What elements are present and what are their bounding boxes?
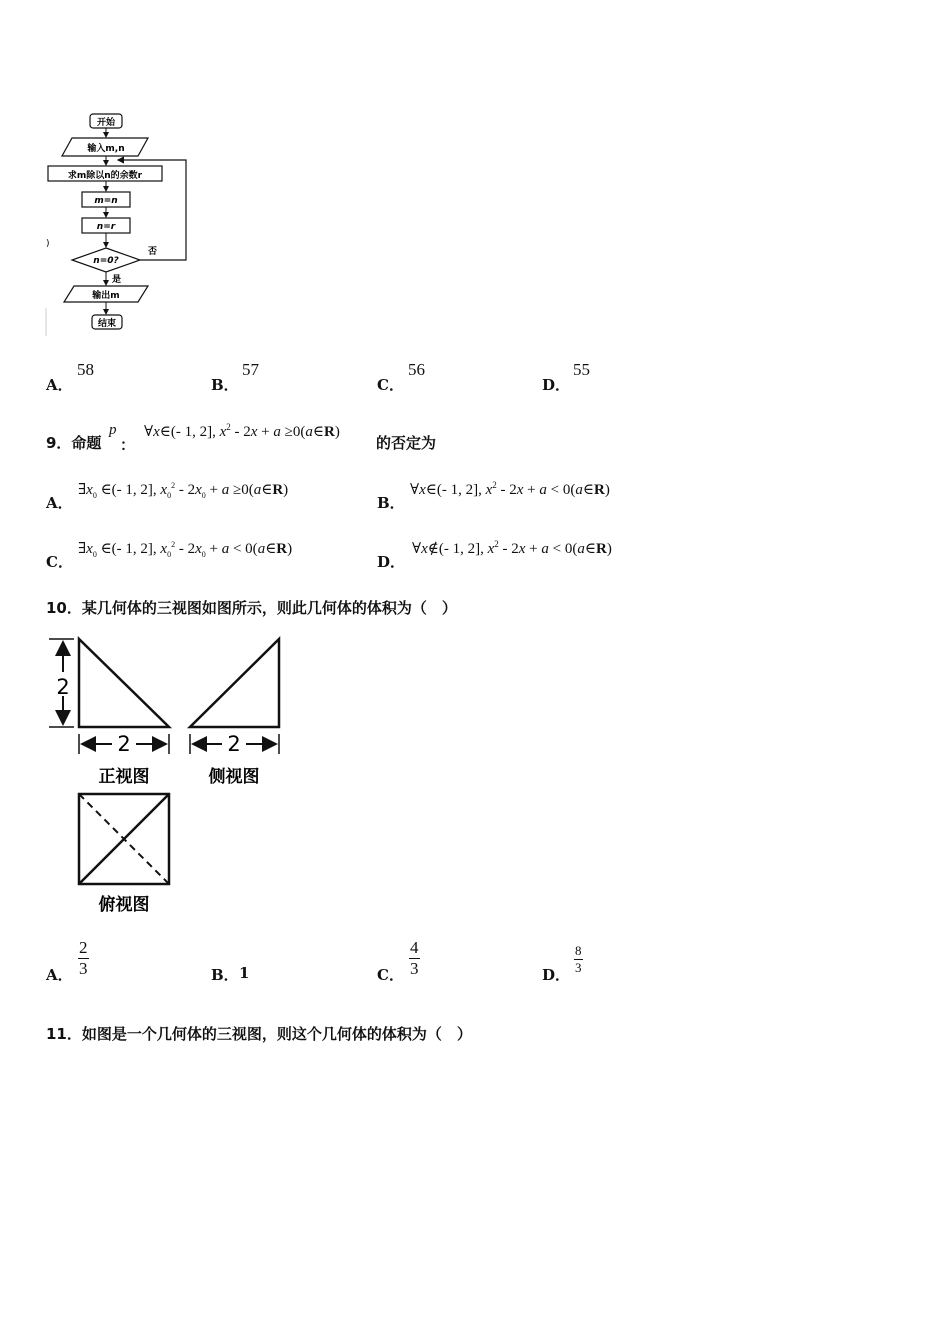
option-formula: ∀x∉(- 1, 2], $x^2 - 2x + a$ < 0(a∈R) [412, 539, 612, 557]
option-value: 58 [77, 360, 94, 379]
option-formula: $\exists x_0$ ∈(- 1, 2], $x_0^2 - 2x_0 + a$ ≥0(a∈R) [78, 481, 289, 500]
flow-yes-label: 是 [112, 275, 122, 285]
q10-option-c [377, 938, 527, 988]
side-view-triangle [190, 639, 279, 727]
flow-assign-n-text: n=r [96, 222, 116, 232]
q9-stem [46, 420, 666, 460]
flow-condition-text: n=0? [93, 256, 119, 266]
flow-no-label: 否 [148, 247, 158, 257]
q9-option-d [377, 537, 677, 571]
option-label: B． [211, 966, 239, 984]
q10-option-b [211, 938, 361, 988]
side-view-caption: 侧视图 [208, 767, 260, 787]
flow-remainder-text: 求m除以n的余数r [67, 171, 143, 181]
option-formula: $\exists x_0$ ∈(- 1, 2], $x_0^2 - 2x_0 + a$ < 0(a∈R) [78, 540, 293, 559]
front-view-triangle [79, 639, 169, 727]
q9-suffix: 的否定为 [376, 434, 437, 452]
q9-colon: ： [120, 436, 136, 454]
q9-proposition: ∀x∈(- 1, 2], $x^2 - 2x + a$ ≥0(a∈R) [144, 422, 340, 440]
q9-option-c [46, 537, 366, 571]
option-label: C． [46, 553, 73, 571]
flow-input-text: 输入m,n [87, 144, 125, 154]
option-label: C． [377, 966, 404, 984]
option-label: A． [46, 966, 73, 984]
option-label: B． [377, 494, 405, 512]
option-label: A． [46, 376, 73, 394]
q9-option-b [377, 478, 677, 512]
option-fraction: $\frac{2}{3}$ [79, 938, 88, 978]
flow-stray-mark: ) [46, 239, 50, 249]
option-value: 57 [242, 360, 259, 379]
option-formula: ∀x∈(- 1, 2], $x^2 - 2x + a$ < 0(a∈R) [410, 480, 610, 498]
option-label: D． [542, 376, 571, 394]
q11-stem: 11．如图是一个几何体的三视图，则这个几何体的体积为（ ） [46, 1025, 472, 1043]
q9-prefix: 9．命题 [46, 434, 102, 452]
three-view-diagram [44, 630, 294, 920]
option-label: D． [542, 966, 571, 984]
option-label: D． [377, 553, 406, 571]
flow-start-text: 开始 [96, 118, 116, 128]
option-value: 56 [408, 360, 425, 379]
flowchart-diagram [40, 108, 200, 338]
flow-end-text: 结束 [97, 319, 117, 329]
flow-output-text: 输出m [92, 291, 120, 301]
option-fraction: $\frac{4}{3}$ [410, 938, 419, 978]
option-value: 1 [239, 964, 250, 982]
q10-stem: 10．某几何体的三视图如图所示，则此几何体的体积为（ ） [46, 599, 457, 617]
flow-assign-m-text: m=n [94, 196, 118, 206]
option-label: B． [211, 376, 239, 394]
option-label: A． [46, 494, 73, 512]
option-fraction: $\frac{8}{3}$ [575, 943, 582, 975]
side-width-dimension-label: 2 [227, 732, 241, 756]
front-view-caption: 正视图 [98, 767, 150, 787]
q9-option-a [46, 478, 366, 512]
top-view-caption: 俯视图 [98, 895, 150, 915]
height-dimension-label: 2 [56, 675, 70, 699]
q10-option-a [46, 938, 196, 988]
front-width-dimension-label: 2 [117, 732, 131, 756]
q9-p-symbol: p [109, 422, 117, 438]
option-label: C． [377, 376, 404, 394]
q10-option-d [542, 938, 692, 988]
option-value: 55 [573, 360, 590, 379]
